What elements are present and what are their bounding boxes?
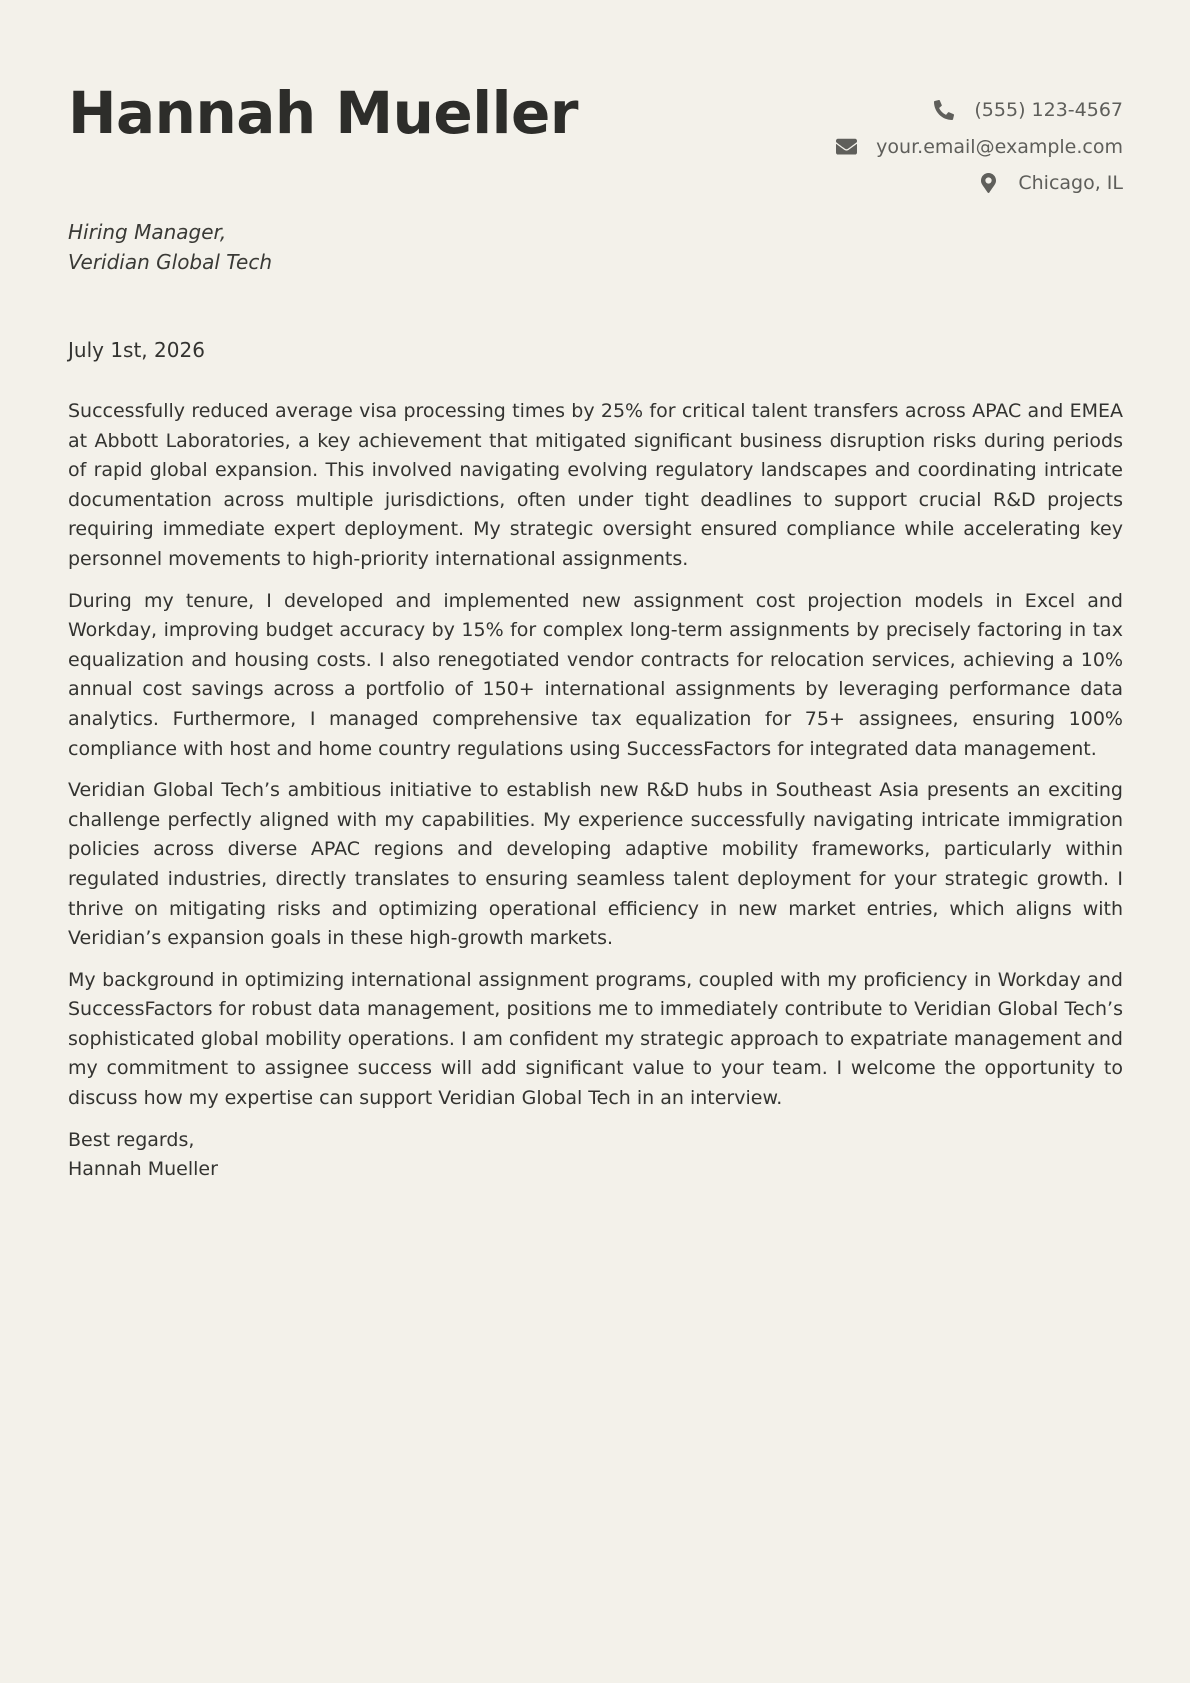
letter-closing <box>68 1126 1123 1185</box>
contact-email <box>834 133 1123 170</box>
location: Chicago, IL <box>1018 172 1123 194</box>
recipient-block <box>68 218 272 277</box>
body-paragraph-4: My background in optimizing international assignment programs, coupled with my proficiency in Workday and SuccessFactors for robust data management, positions me to immediately contribute to Veridian Global Tech’s sophisticated global mobility operations. I am confident my strategic approach to expatriate management and my commitment to assignee success will add significant value to your team. I welcome the opportunity to discuss how my expertise can support Veridian Global Tech in an interview. <box>68 968 1123 1110</box>
recipient-title: Hiring Manager, <box>68 220 227 244</box>
letter-header <box>68 0 1123 200</box>
phone-icon <box>932 96 956 124</box>
phone-number: (555) 123-4567 <box>974 99 1123 121</box>
cover-letter-page <box>68 0 1123 1683</box>
closing-signature: Hannah Mueller <box>68 1158 218 1181</box>
contact-phone <box>834 96 1123 133</box>
body-paragraph-1: Successfully reduced average visa processing times by 25% for critical talent transfers across APAC and EMEA at Abbott Laboratories, a key achievement that mitigated significant business disruption risks during periods of rapid global expansion. This involved navigating evolving regulatory landscapes and coordinating intricate documentation across multiple jurisdictions, often under tight deadlines to support crucial R&D projects requiring immediate expert deployment. My strategic oversight ensured compliance while accelerating key personnel movements to high-priority international assignments. <box>68 400 1123 570</box>
applicant-name: Hannah Mueller <box>68 79 578 147</box>
email-address: your.email@example.com <box>876 135 1123 158</box>
contact-info <box>834 96 1123 206</box>
closing-salutation: Best regards, <box>68 1128 195 1151</box>
body-paragraph-3: Veridian Global Tech’s ambitious initiative to establish new R&D hubs in Southeast Asia presents an exciting challenge perfectly aligned with my capabilities. My experience successfully navigating intricate immigration policies across diverse APAC regions and developing adaptive mobility frameworks, particularly within regulated industries, directly translates to ensuring seamless talent deployment for your strategic growth. I thrive on mitigating risks and optimizing operational efficiency in new market entries, which aligns with Veridian’s expansion goals in these high-growth markets. <box>68 779 1123 950</box>
letter-date: July 1st, 2026 <box>68 338 205 362</box>
envelope-icon <box>834 133 858 161</box>
location-pin-icon <box>976 169 1000 197</box>
recipient-company: Veridian Global Tech <box>68 249 273 274</box>
contact-location <box>834 169 1123 206</box>
letter-body <box>68 397 1123 1185</box>
body-paragraph-2: During my tenure, I developed and implemented new assignment cost projection models in Excel and Workday, improving budget accuracy by 15% for complex long-term assignments by precisely factoring in tax equalization and housing costs. I also renegotiated vendor contracts for relocation services, achieving a 10% annual cost savings across a portfolio of 150+ international assignments by leveraging performance data analytics. Furthermore, I managed comprehensive tax equalization for 75+ assignees, ensuring 100% compliance with host and home country regulations using SuccessFactors for integrated data management. <box>68 589 1123 760</box>
